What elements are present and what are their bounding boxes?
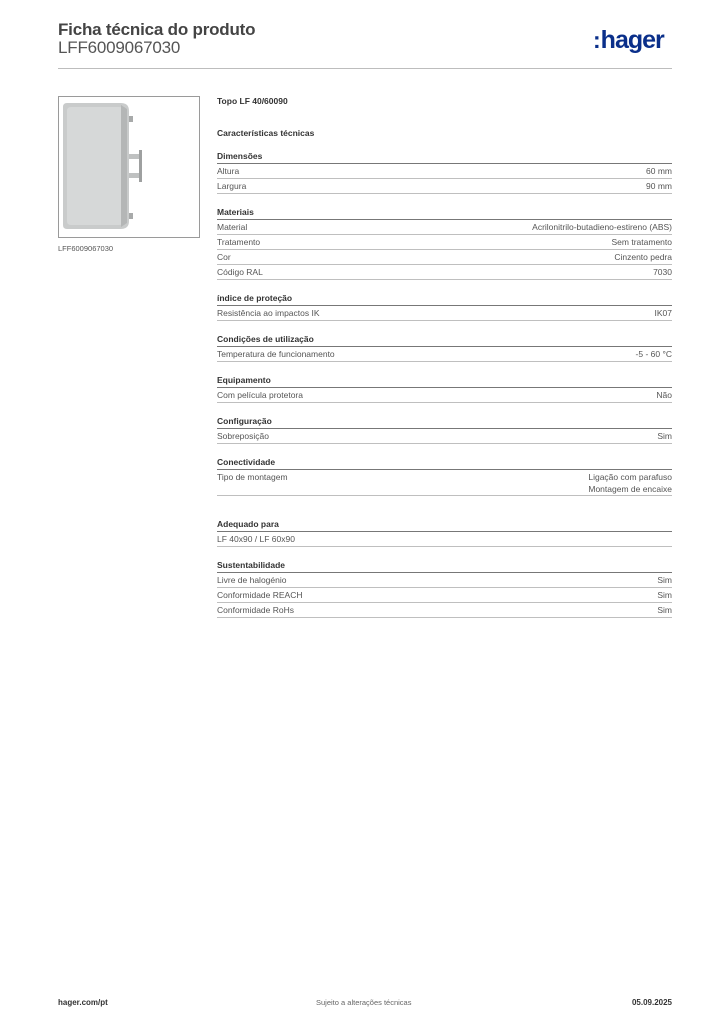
- section-materiais: [217, 206, 672, 280]
- spec-row: [217, 306, 672, 321]
- page-title: Ficha técnica do produto: [58, 20, 256, 39]
- spec-row: [217, 588, 672, 603]
- spec-value: 90 mm: [646, 181, 672, 191]
- section-title: Sustentabilidade: [217, 559, 672, 573]
- spec-row: [217, 235, 672, 250]
- spec-row: [217, 388, 672, 403]
- section-title: Condições de utilização: [217, 333, 672, 347]
- spec-label: Conformidade REACH: [217, 590, 303, 600]
- spec-label: Altura: [217, 166, 240, 176]
- technical-characteristics-heading: Características técnicas: [217, 128, 315, 138]
- spec-value: 60 mm: [646, 166, 672, 176]
- section-adequado: [217, 518, 672, 547]
- spec-row: [217, 573, 672, 588]
- spec-row: [217, 250, 672, 265]
- logo-prefix: :: [593, 27, 600, 53]
- spec-value: -5 - 60 °C: [635, 349, 672, 359]
- spec-label: Sobreposição: [217, 431, 269, 441]
- spec-label: Largura: [217, 181, 247, 191]
- section-protecao: [217, 292, 672, 321]
- spec-value: 7030: [653, 267, 672, 277]
- spec-value: Cinzento pedra: [614, 252, 672, 262]
- spec-value: IK07: [654, 308, 672, 318]
- spec-row: [217, 265, 672, 280]
- spec-label: Tipo de montagem: [217, 472, 288, 482]
- spec-label: Conformidade RoHs: [217, 605, 295, 615]
- section-title: Dimensões: [217, 150, 672, 164]
- spec-row: [217, 429, 672, 444]
- spec-label: Resistência ao impactos IK: [217, 308, 320, 318]
- section-title: Equipamento: [217, 374, 672, 388]
- spec-value: Acrilonitrilo-butadieno-estireno (ABS): [532, 222, 672, 232]
- footer-website-link[interactable]: hager.com/pt: [58, 998, 108, 1007]
- spec-label: Com película protetora: [217, 390, 303, 400]
- section-title: Materiais: [217, 206, 672, 220]
- technical-content: [217, 94, 672, 618]
- product-code-heading: LFF6009067030: [58, 38, 181, 57]
- hager-logo: [593, 26, 664, 55]
- section-title: índice de proteção: [217, 292, 672, 306]
- section-equipamento: [217, 374, 672, 403]
- product-image: [58, 96, 200, 238]
- spec-label: Livre de halogénio: [217, 575, 287, 585]
- image-caption: LFF6009067030: [58, 244, 114, 253]
- spec-value: [588, 471, 672, 495]
- spec-value-line: Ligação com parafuso: [588, 472, 672, 482]
- spec-label: Código RAL: [217, 267, 263, 277]
- section-sustentabilidade: [217, 559, 672, 618]
- spec-value: Sim: [657, 431, 672, 441]
- spec-value: Não: [656, 390, 672, 400]
- spec-row: [217, 532, 672, 547]
- spec-label: Temperatura de funcionamento: [217, 349, 335, 359]
- product-illustration: [59, 97, 199, 237]
- spec-row: [217, 220, 672, 235]
- footer-disclaimer: Sujeito a alterações técnicas: [316, 998, 412, 1007]
- section-title: Conectividade: [217, 456, 672, 470]
- header-divider: [58, 68, 672, 69]
- spec-row: [217, 603, 672, 618]
- spec-value-line: Montagem de encaixe: [588, 484, 672, 494]
- spec-value: Sem tratamento: [611, 237, 672, 247]
- spec-row: [217, 470, 672, 496]
- spec-row: [217, 164, 672, 179]
- spec-value: Sim: [657, 575, 672, 585]
- logo-text: hager: [600, 26, 664, 54]
- section-dimensoes: [217, 150, 672, 194]
- spec-label: LF 40x90 / LF 60x90: [217, 534, 295, 544]
- section-utilizacao: [217, 333, 672, 362]
- section-title: Configuração: [217, 415, 672, 429]
- section-configuracao: [217, 415, 672, 444]
- spec-value: Sim: [657, 590, 672, 600]
- spec-label: Material: [217, 222, 248, 232]
- product-name: Topo LF 40/60090: [217, 96, 288, 106]
- spec-row: [217, 179, 672, 194]
- footer-date: 05.09.2025: [631, 998, 672, 1007]
- spec-label: Cor: [217, 252, 231, 262]
- spec-label: Tratamento: [217, 237, 261, 247]
- section-conectividade: [217, 456, 672, 496]
- spec-row: [217, 347, 672, 362]
- spec-value: Sim: [657, 605, 672, 615]
- section-title: Adequado para: [217, 518, 672, 532]
